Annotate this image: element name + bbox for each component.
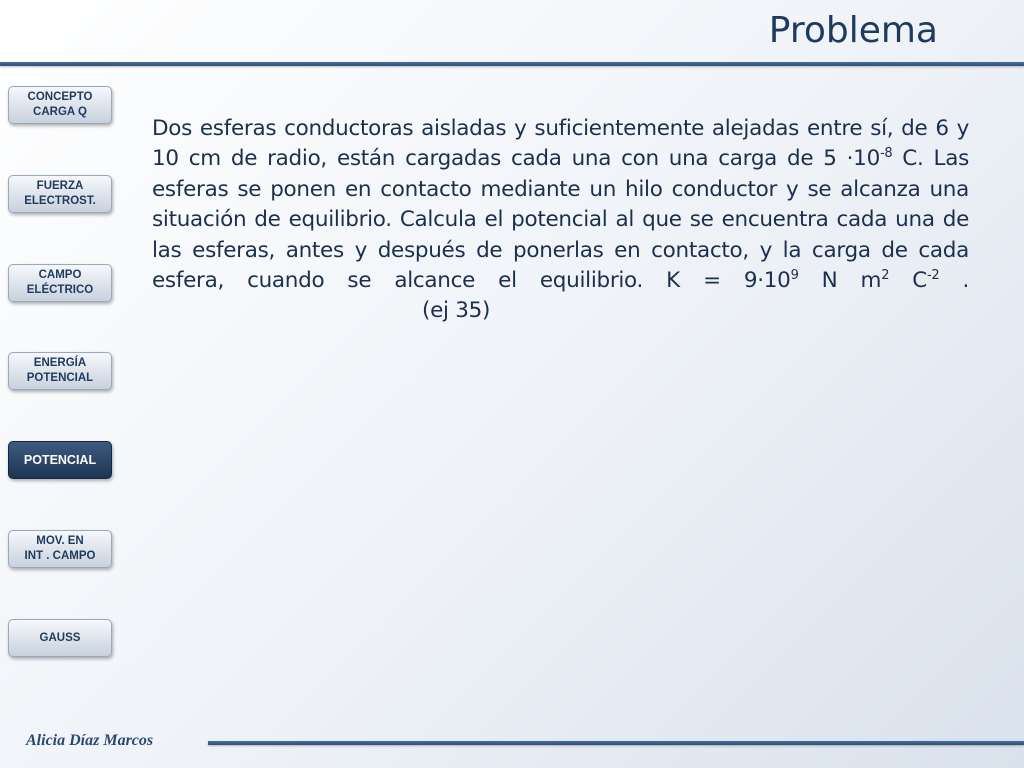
nav-button-fuerza-electrost[interactable] [8, 175, 112, 213]
nav-label: MOV. EN INT . CAMPO [24, 535, 96, 562]
problem-statement [152, 114, 969, 327]
exercise-reference: (ej 35) [422, 298, 491, 324]
nav-label: GAUSS [39, 631, 81, 644]
problem-text: Dos esferas conductoras aisladas y suficientemente alejadas entre sí, de 6 y 10 cm de radio, están cargadas cada una con una carga de 5 ·10 [152, 116, 969, 172]
nav-button-concepto-carga[interactable] [8, 86, 112, 124]
author-name: Alicia Díaz Marcos [26, 732, 154, 749]
nav-button-mov-int-campo[interactable] [8, 530, 112, 568]
exponent: -2 [927, 267, 940, 283]
nav-button-potencial[interactable] [8, 441, 112, 479]
problem-text: C. Las esferas se ponen en contacto mediante un hilo conductor y se alcanza una situación de equilibrio. Calcula el potencial al que se encuentra cada una de las esferas, antes y después de ponerlas en contacto, y la carga de cada esfera, cuando se alcance el equilibrio. K = 9·10 [152, 146, 969, 294]
problem-text: C [889, 268, 927, 294]
problem-text: . [939, 268, 970, 294]
slide-title: Problema [768, 10, 938, 51]
nav-label: ENERGÍA POTENCIAL [26, 357, 94, 384]
nav-label: FUERZA ELECTROST. [24, 180, 96, 207]
problem-text: N m [798, 268, 882, 294]
top-divider [0, 62, 1024, 66]
nav-label: CONCEPTO CARGA Q [27, 91, 93, 118]
nav-button-energia-potencial[interactable] [8, 352, 112, 390]
nav-label: POTENCIAL [23, 452, 97, 467]
bottom-divider [208, 741, 1024, 745]
exponent: 2 [881, 267, 890, 283]
nav-button-campo-electrico[interactable] [8, 264, 112, 302]
exponent: -8 [879, 146, 893, 162]
nav-label: CAMPO ELÉCTRICO [26, 269, 94, 296]
nav-button-gauss[interactable] [8, 619, 112, 657]
exponent: 9 [790, 267, 799, 283]
